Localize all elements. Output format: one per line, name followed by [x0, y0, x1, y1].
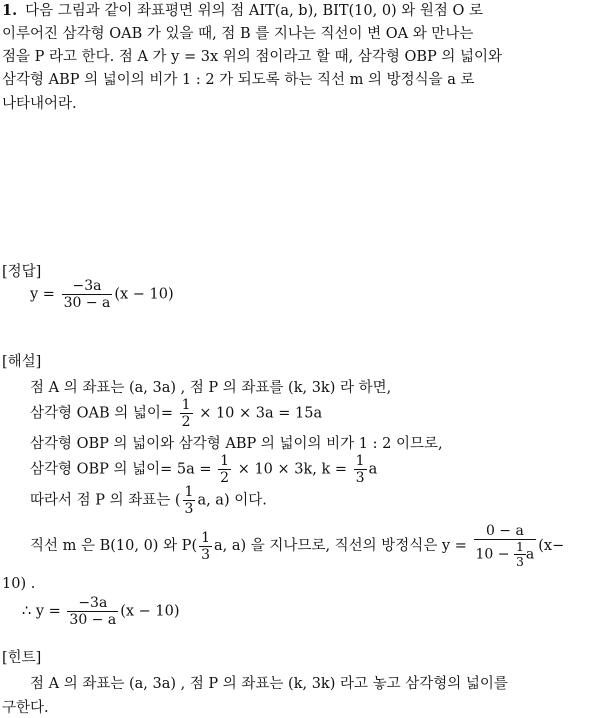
explanation-line-2-pre: 삼각형 OAB 의 넓이= — [30, 405, 174, 422]
explanation-header: [해설] — [2, 354, 42, 370]
frac-num: −3a — [78, 595, 108, 611]
answer-numerator: −3a — [72, 278, 102, 294]
explanation-line-2-post: × 10 × 3a = 15a — [199, 405, 323, 422]
answer-lhs: y = — [30, 286, 55, 303]
explanation-line-4-mid: × 10 × 3k, k = — [237, 461, 348, 478]
fraction-one-third — [354, 453, 367, 486]
question-line-5: 나타내어라. — [2, 96, 77, 112]
explanation-line-1: 점 A 의 좌표는 (a, 3a) , 점 P 의 좌표를 (k, 3k) 라 하면, — [30, 380, 392, 396]
explanation-line-6-post: (x− — [538, 538, 565, 554]
question-line-2: 이루어진 삼각형 OAB 가 있을 때, 점 B 를 지나는 직선이 변 OA 와 만나는 — [2, 26, 474, 42]
question-number: 1. — [2, 2, 18, 19]
question-line-4: 삼각형 ABP 의 넓이의 비가 1 : 2 가 되도록 하는 직선 m 의 방정식을 a 로 — [2, 72, 475, 88]
explanation-line-7: 10) . — [2, 576, 36, 592]
question-text-1: 다음 그림과 같이 좌표평면 위의 점 AIT(a, b), BIT(10, 0) 와 원점 O 로 — [25, 3, 484, 19]
answer-header: [정답] — [2, 264, 42, 280]
explanation-line-4-pre: 삼각형 OBP 의 넓이= 5a = — [30, 461, 212, 478]
frac-den: 30 − a — [69, 612, 117, 628]
explanation-line-6-mid: a, a) 을 지나므로, 직선의 방정식은 y = — [214, 538, 467, 554]
frac-num: 1 — [181, 397, 191, 413]
question-line-3: 점을 P 라고 한다. 점 A 가 y = 3x 위의 점이라고 할 때, 삼각형 OBP 의 넓이와 — [2, 49, 503, 65]
frac-den: 3 — [355, 470, 365, 486]
question-line-1 — [2, 1, 483, 21]
frac-num: 1 — [220, 453, 230, 469]
explanation-line-8-pre: ∴ y = — [22, 603, 61, 620]
frac-num: 1 — [515, 539, 524, 554]
frac-num: 1 — [355, 453, 365, 469]
fraction-one-half — [180, 397, 193, 430]
final-fraction — [67, 595, 118, 628]
answer-fraction — [62, 278, 113, 311]
explanation-line-5 — [30, 484, 267, 517]
fraction-one-third — [183, 484, 196, 517]
explanation-line-8 — [22, 595, 180, 628]
answer-tail: (x − 10) — [114, 286, 174, 303]
slope-fraction — [474, 523, 537, 569]
explanation-line-3: 삼각형 OBP 의 넓이와 삼각형 ABP 의 넓이의 비가 1 : 2 이므로, — [30, 436, 443, 452]
slope-denominator — [474, 539, 537, 569]
explanation-line-6 — [30, 523, 564, 569]
frac-den: 2 — [220, 470, 230, 486]
answer-formula — [30, 278, 174, 311]
frac-num: 1 — [201, 529, 211, 546]
slope-numerator: 0 − a — [485, 523, 524, 539]
frac-den: 3 — [184, 501, 194, 517]
explanation-line-5-post: a, a) 이다. — [197, 492, 267, 509]
frac-den: 3 — [201, 546, 211, 563]
frac-num: 1 — [184, 484, 194, 500]
slope-den-post: a — [525, 546, 535, 563]
explanation-line-4 — [30, 453, 377, 486]
answer-denominator: 30 − a — [63, 295, 111, 311]
hint-header: [힌트] — [2, 650, 42, 666]
frac-den: 2 — [181, 414, 191, 430]
explanation-line-5-pre: 따라서 점 P 의 좌표는 ( — [30, 492, 181, 509]
fraction-one-half — [218, 453, 231, 486]
explanation-line-4-post: a — [368, 461, 378, 478]
slope-den-pre: 10 − — [475, 546, 510, 563]
frac-den: 3 — [515, 554, 524, 569]
explanation-line-8-post: (x − 10) — [120, 603, 180, 620]
nested-fraction — [514, 540, 526, 569]
fraction-one-third — [199, 530, 212, 563]
hint-line-1: 점 A 의 좌표는 (a, 3a) , 점 P 의 좌표는 (k, 3k) 라고 놓고 삼각형의 넓이를 — [30, 676, 508, 692]
hint-line-2: 구한다. — [2, 700, 49, 716]
explanation-line-6-pre: 직선 m 은 B(10, 0) 와 P( — [30, 538, 198, 554]
explanation-line-2 — [30, 397, 322, 430]
